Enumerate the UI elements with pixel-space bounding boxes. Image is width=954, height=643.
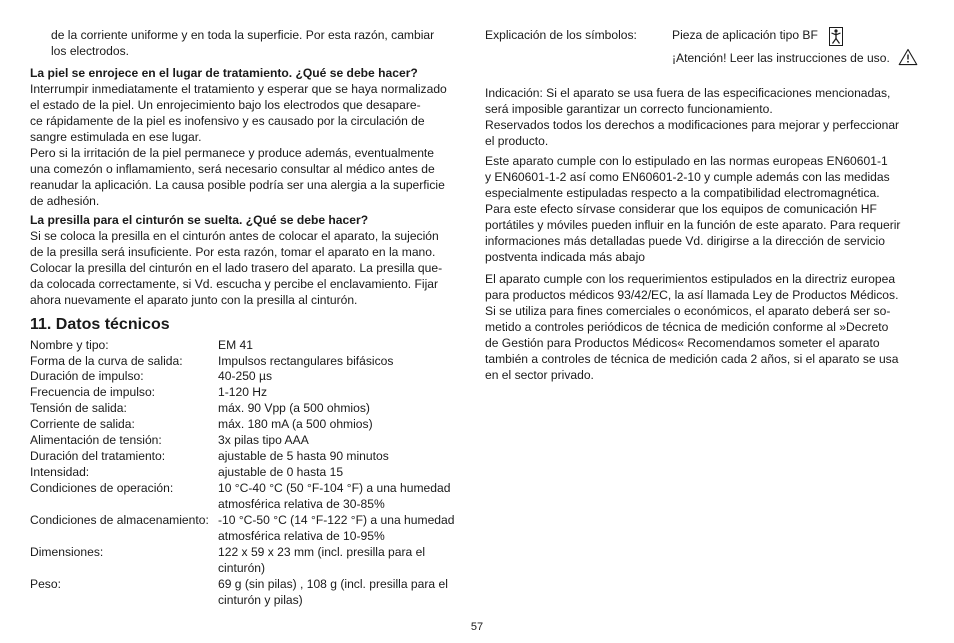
directive-line: Si se utiliza para fines comerciales o económicos, el aparato deberá ser so- xyxy=(485,304,891,318)
spec-label: Intensidad: xyxy=(30,465,90,479)
spec-label: Condiciones de almacenamiento: xyxy=(30,513,209,527)
spec-label: Dimensiones: xyxy=(30,545,104,559)
symbol-warning-text: ¡Atención! Leer las instrucciones de uso. xyxy=(672,51,890,65)
spec-value: cinturón) xyxy=(218,561,266,575)
faq-body-line: el estado de la piel. Un enrojecimiento bajo los electrodos que desapare- xyxy=(30,98,421,112)
spec-label: Peso: xyxy=(30,577,61,591)
faq-body-line: Si se coloca la presilla en el cinturón antes de colocar el aparato, la sujeción xyxy=(30,229,439,243)
spec-value: atmosférica relativa de 10-95% xyxy=(218,529,385,543)
standards-line: Para este efecto sírvase considerar que los equipos de comunicación HF xyxy=(485,202,877,216)
faq-body-line: sangre estimulada en ese lugar. xyxy=(30,130,202,144)
standards-line: postventa indicada más abajo xyxy=(485,250,646,264)
spec-label: Forma de la curva de salida: xyxy=(30,354,183,368)
spec-label: Tensión de salida: xyxy=(30,401,127,415)
warning-triangle-icon xyxy=(898,48,918,71)
spec-value: -10 °C-50 °C (14 °F-122 °F) a una humedad xyxy=(218,513,455,527)
faq-heading-skin-redness: La piel se enrojece en el lugar de tratamiento. ¿Qué se debe hacer? xyxy=(30,66,418,80)
spec-value: máx. 90 Vpp (a 500 ohmios) xyxy=(218,401,370,415)
spec-label: Nombre y tipo: xyxy=(30,338,109,352)
spec-value: cinturón y pilas) xyxy=(218,593,303,607)
faq-body-line: Pero si la irritación de la piel permanece y produce además, eventualmente xyxy=(30,146,435,160)
standards-line: y EN60601-1-2 así como EN60601-2-10 y cumple además con las medidas xyxy=(485,170,890,184)
faq-body-line: da colocada correctamente, si Vd. escucha y percibe el enclavamiento. Fijar xyxy=(30,277,439,291)
notice-line: será imposible garantizar un correcto funcionamiento. xyxy=(485,102,773,116)
faq-body-line: una comezón o inflamamiento, será necesario consultar al médico antes de xyxy=(30,162,435,176)
symbol-bf-text: Pieza de aplicación tipo BF xyxy=(672,28,818,42)
spec-label: Frecuencia de impulso: xyxy=(30,385,156,399)
faq-body-line: ahora nuevamente el aparato junto con la presilla al cinturón. xyxy=(30,293,358,307)
standards-line: portátiles y móviles pueden influir en la función de este aparato. Para requerir xyxy=(485,218,901,232)
directive-line: El aparato cumple con los requerimientos estipulados en la directriz europea xyxy=(485,272,896,286)
intro-line: los electrodos. xyxy=(51,44,129,58)
faq-heading-belt-clip: La presilla para el cinturón se suelta. ¿Qué se debe hacer? xyxy=(30,213,369,227)
bf-applied-part-icon xyxy=(829,27,843,46)
spec-value: atmosférica relativa de 30-85% xyxy=(218,497,385,511)
spec-value: 122 x 59 x 23 mm (incl. presilla para el xyxy=(218,545,426,559)
standards-line: Este aparato cumple con lo estipulado en las normas europeas EN60601-1 xyxy=(485,154,888,168)
spec-value: 10 °C-40 °C (50 °F-104 °F) a una humedad xyxy=(218,481,451,495)
standards-line: especialmente estipuladas respecto a la compatibilidad electromagnética. xyxy=(485,186,880,200)
faq-body-line: Colocar la presilla del cinturón en el lado trasero del aparato. La presilla que- xyxy=(30,261,443,275)
directive-line: de Gestión para Productos Médicos« Recomendamos someter el aparato xyxy=(485,336,880,350)
spec-value: EM 41 xyxy=(218,338,253,352)
directive-line: metido a controles periódicos de técnica de medición conforme al »Decreto xyxy=(485,320,889,334)
spec-label: Duración del tratamiento: xyxy=(30,449,166,463)
spec-label: Duración de impulso: xyxy=(30,369,144,383)
faq-body-line: de la presilla será insuficiente. Por esta razón, tomar el aparato en la mano. xyxy=(30,245,436,259)
spec-label: Alimentación de tensión: xyxy=(30,433,162,447)
spec-value: máx. 180 mA (a 500 ohmios) xyxy=(218,417,373,431)
page-number: 57 xyxy=(470,621,484,633)
faq-body-line: ce rápidamente de la piel es inofensivo y es causado por la circulación de xyxy=(30,114,425,128)
spec-value: 3x pilas tipo AAA xyxy=(218,433,309,447)
spec-value: ajustable de 5 hasta 90 minutos xyxy=(218,449,389,463)
spec-value: 40-250 µs xyxy=(218,369,273,383)
faq-body-line: reanudar la aplicación. La causa posible podría ser una alergia a la superficie xyxy=(30,178,445,192)
notice-line: Indicación: Si el aparato se usa fuera de las especificaciones mencionadas, xyxy=(485,86,891,100)
directive-line: también a controles de técnica de medición cada 2 años, si el aparato se usa xyxy=(485,352,899,366)
symbols-label: Explicación de los símbolos: xyxy=(485,28,637,42)
section-title-technical-data: 11. Datos técnicos xyxy=(30,316,170,333)
intro-line: de la corriente uniforme y en toda la superficie. Por esta razón, cambiar xyxy=(51,28,435,42)
faq-body-line: Interrumpir inmediatamente el tratamiento y esperar que se haya normalizado xyxy=(30,82,447,96)
standards-line: informaciones más detalladas puede Vd. dirigirse a la dirección de servicio xyxy=(485,234,885,248)
spec-label: Condiciones de operación: xyxy=(30,481,174,495)
faq-body-line: de adhesión. xyxy=(30,194,100,208)
spec-value: ajustable de 0 hasta 15 xyxy=(218,465,344,479)
spec-value: Impulsos rectangulares bifásicos xyxy=(218,354,394,368)
spec-value: 69 g (sin pilas) , 108 g (incl. presilla para el xyxy=(218,577,448,591)
notice-line: el producto. xyxy=(485,134,549,148)
spec-value: 1-120 Hz xyxy=(218,385,268,399)
notice-line: Reservados todos los derechos a modificaciones para mejorar y perfeccionar xyxy=(485,118,900,132)
directive-line: en el sector privado. xyxy=(485,368,594,382)
directive-line: para productos médicos 93/42/EC, la así llamada Ley de Productos Médicos. xyxy=(485,288,899,302)
spec-label: Corriente de salida: xyxy=(30,417,135,431)
